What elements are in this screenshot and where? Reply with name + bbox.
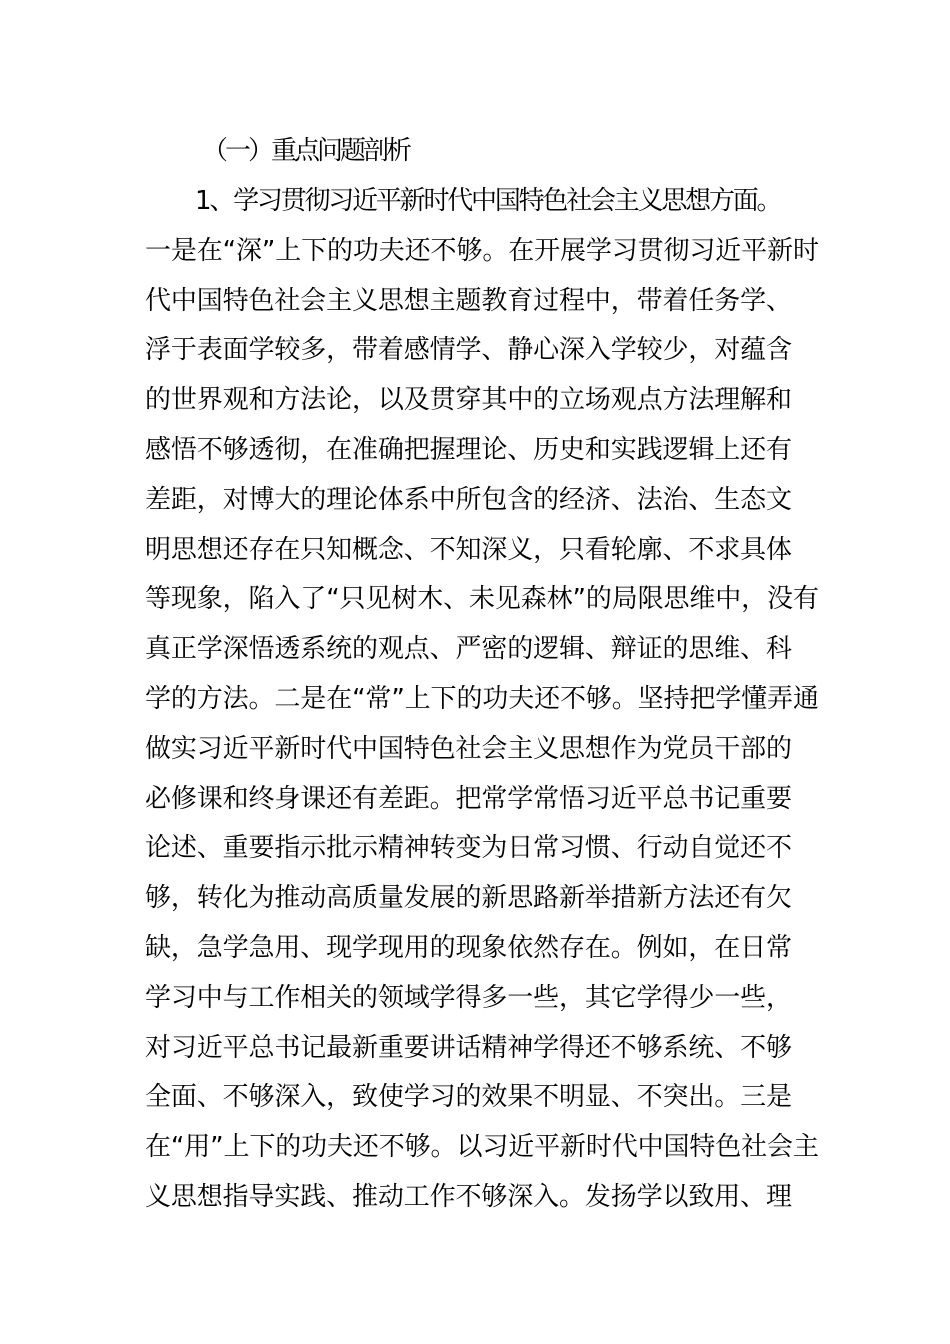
body-line: 论述、重要指示批示精神转变为日常习惯、行动自觉还不 (145, 833, 792, 863)
body-line: 缺，急学急用、现学现用的现象依然存在。例如，在日常 (145, 933, 792, 963)
body-line: 在“用”上下的功夫还不够。以习近平新时代中国特色社会主 (145, 1132, 819, 1162)
body-line: 1、学习贯彻习近平新时代中国特色社会主义思想方面。 (195, 186, 781, 216)
body-line: 一是在“深”上下的功夫还不够。在开展学习贯彻习近平新时 (145, 236, 819, 266)
body-line: 必修课和终身课还有差距。把常学常悟习近平总书记重要 (145, 784, 792, 814)
body-line: 等现象，陷入了“只见树木、未见森林”的局限思维中，没有 (145, 584, 819, 614)
body-line: 代中国特色社会主义思想主题教育过程中，带着任务学、 (145, 286, 792, 316)
body-line: 学习中与工作相关的领域学得多一些，其它学得少一些， (145, 983, 792, 1013)
body-line: 明思想还存在只知概念、不知深义，只看轮廓、不求具体 (145, 535, 792, 565)
body-line: 学的方法。二是在“常”上下的功夫还不够。坚持把学懂弄通 (145, 684, 819, 714)
body-line: 义思想指导实践、推动工作不够深入。发扬学以致用、理 (145, 1182, 792, 1212)
body-line: 全面、不够深入，致使学习的效果不明显、不突出。三是 (145, 1082, 792, 1112)
section-heading: （一）重点问题剖析 (202, 136, 410, 166)
body-line: 浮于表面学较多，带着感情学、静心深入学较少，对蕴含 (145, 335, 792, 365)
body-line: 的世界观和方法论，以及贯穿其中的立场观点方法理解和 (145, 385, 792, 415)
body-line: 真正学深悟透系统的观点、严密的逻辑、辩证的思维、科 (145, 634, 792, 664)
body-line: 做实习近平新时代中国特色社会主义思想作为党员干部的 (145, 734, 792, 764)
body-line: 对习近平总书记最新重要讲话精神学得还不够系统、不够 (145, 1033, 792, 1063)
body-line: 够，转化为推动高质量发展的新思路新举措新方法还有欠 (145, 883, 792, 913)
body-line: 差距，对博大的理论体系中所包含的经济、法治、生态文 (145, 485, 792, 515)
body-line: 感悟不够透彻，在准确把握理论、历史和实践逻辑上还有 (145, 435, 792, 465)
